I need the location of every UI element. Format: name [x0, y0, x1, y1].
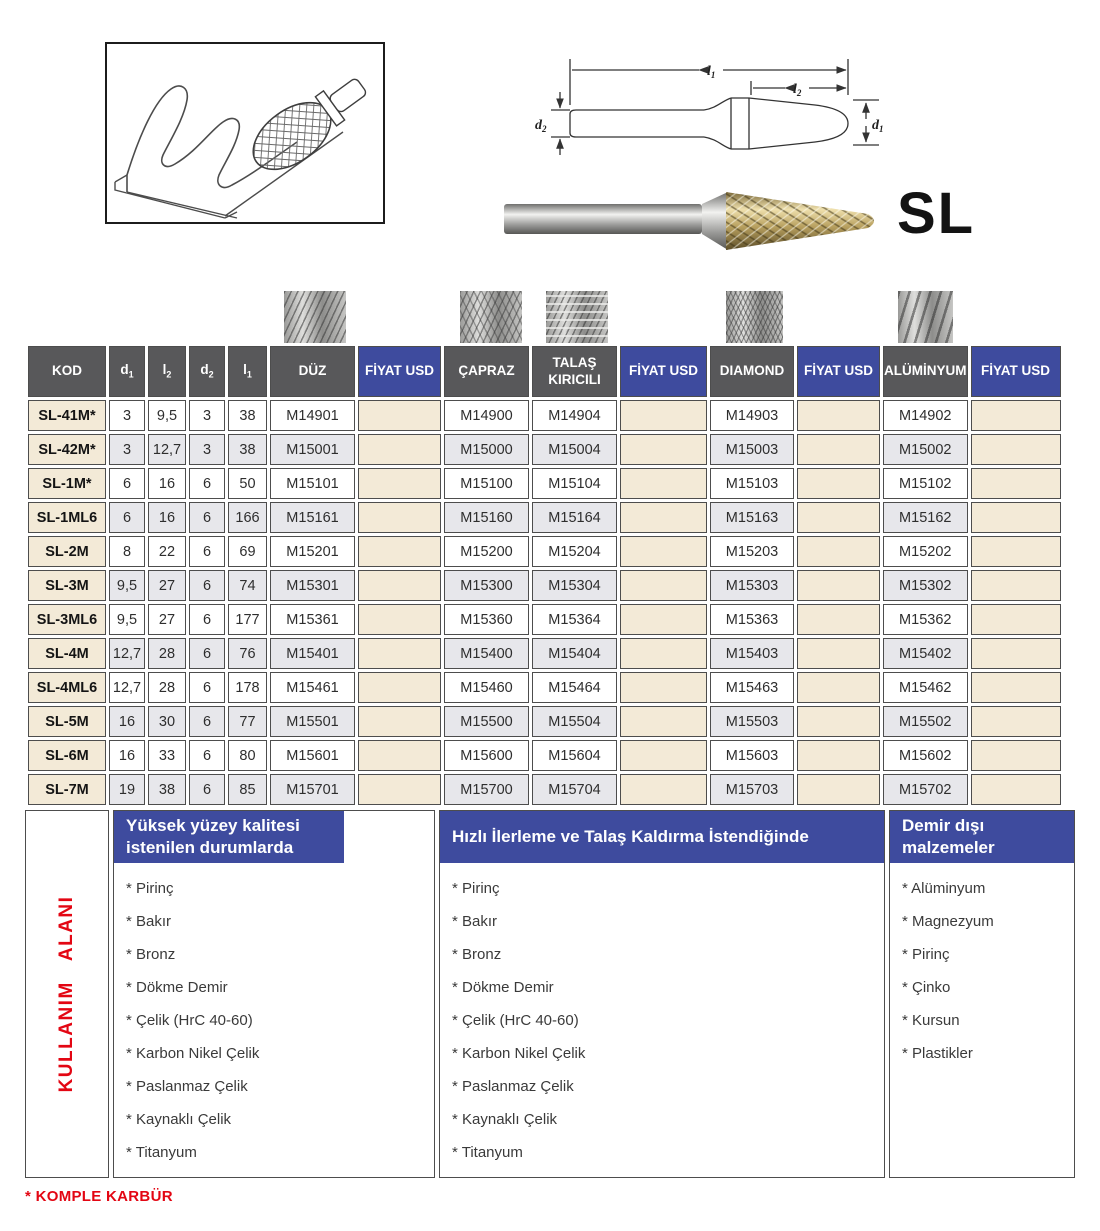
usage-item-list [114, 863, 434, 1162]
cell-aluminyum: M15162 [883, 502, 968, 533]
cell-l2: 38 [148, 774, 186, 805]
table-header-row [28, 346, 1061, 397]
cell-fiyat3 [797, 434, 880, 465]
cell-duz: M15501 [270, 706, 355, 737]
cell-capraz: M15100 [444, 468, 529, 499]
footnote: * KOMPLE KARBÜR [25, 1188, 173, 1205]
cell-l2: 22 [148, 536, 186, 567]
usage-item: * Çelik (HrC 40-60) [452, 1012, 579, 1029]
talas-kiricili-flute-thumbnail [546, 291, 608, 343]
cell-d2: 6 [189, 638, 225, 669]
usage-item: * Çinko [902, 979, 951, 997]
cell-capraz: M15400 [444, 638, 529, 669]
cell-l1: 166 [228, 502, 267, 533]
cell-aluminyum: M15202 [883, 536, 968, 567]
table-row [28, 638, 1061, 669]
usage-item: * Magnezyum [902, 913, 994, 931]
cell-talas: M15404 [532, 638, 617, 669]
cell-l1: 50 [228, 468, 267, 499]
cell-fiyat4 [971, 706, 1061, 737]
cell-d1: 6 [109, 502, 145, 533]
cell-talas: M15464 [532, 672, 617, 703]
cell-l2: 33 [148, 740, 186, 771]
cell-diamond: M15703 [710, 774, 794, 805]
cell-aluminyum: M15362 [883, 604, 968, 635]
cell-d1: 9,5 [109, 604, 145, 635]
usage-side-cell [25, 810, 109, 1178]
dimension-diagram [523, 45, 953, 173]
col-header-fiyat2: FİYAT USD [620, 346, 707, 397]
cell-fiyat2 [620, 570, 707, 601]
cell-fiyat4 [971, 774, 1061, 805]
cell-talas: M14904 [532, 400, 617, 431]
cell-d1: 3 [109, 400, 145, 431]
cell-kod: SL-6M [28, 740, 106, 771]
table-row [28, 434, 1061, 465]
cell-fiyat2 [620, 434, 707, 465]
cell-d2: 3 [189, 434, 225, 465]
cell-capraz: M15600 [444, 740, 529, 771]
col-header-fiyat4: FİYAT USD [971, 346, 1061, 397]
cell-l1: 74 [228, 570, 267, 601]
cell-capraz: M14900 [444, 400, 529, 431]
cell-fiyat2 [620, 672, 707, 703]
cell-duz: M15401 [270, 638, 355, 669]
cell-l2: 12,7 [148, 434, 186, 465]
cell-d1: 19 [109, 774, 145, 805]
cell-duz: M15301 [270, 570, 355, 601]
cell-duz: M15161 [270, 502, 355, 533]
cell-fiyat1 [358, 774, 441, 805]
cell-aluminyum: M15102 [883, 468, 968, 499]
table-row [28, 740, 1061, 771]
cell-d2: 6 [189, 672, 225, 703]
cell-fiyat3 [797, 672, 880, 703]
cell-diamond: M15303 [710, 570, 794, 601]
cell-fiyat2 [620, 502, 707, 533]
cell-capraz: M15460 [444, 672, 529, 703]
cell-kod: SL-4ML6 [28, 672, 106, 703]
col-header-kod: KOD [28, 346, 106, 397]
cell-diamond: M15163 [710, 502, 794, 533]
cell-fiyat2 [620, 468, 707, 499]
usage-item: * Bronz [126, 946, 176, 964]
usage-item: * Kursun [902, 1012, 960, 1030]
usage-item: * Bakır [126, 913, 172, 931]
cell-d2: 6 [189, 706, 225, 737]
usage-section-title: Hızlı İlerleme ve Talaş Kaldırma İstendiğinde [440, 811, 884, 863]
cell-aluminyum: M15602 [883, 740, 968, 771]
cell-fiyat3 [797, 638, 880, 669]
table-row [28, 774, 1061, 805]
cell-kod: SL-2M [28, 536, 106, 567]
usage-item: * Pirinç [902, 946, 950, 964]
cell-fiyat4 [971, 468, 1061, 499]
cell-fiyat3 [797, 706, 880, 737]
cell-l2: 27 [148, 604, 186, 635]
cell-capraz: M15700 [444, 774, 529, 805]
col-header-diamond: DIAMOND [710, 346, 794, 397]
cell-aluminyum: M15402 [883, 638, 968, 669]
cell-l1: 178 [228, 672, 267, 703]
cell-fiyat4 [971, 672, 1061, 703]
col-header-l2: $l_2$ [148, 346, 186, 397]
table-row [28, 570, 1061, 601]
cell-d2: 3 [189, 400, 225, 431]
cell-capraz: M15300 [444, 570, 529, 601]
table-body [28, 400, 1061, 805]
col-header-fiyat3: FİYAT USD [797, 346, 880, 397]
usage-item: * Karbon Nikel Çelik [452, 1045, 586, 1062]
product-table [25, 343, 1064, 808]
series-code-label: SL [897, 181, 976, 246]
table-row [28, 706, 1061, 737]
cell-talas: M15004 [532, 434, 617, 465]
cell-d1: 12,7 [109, 672, 145, 703]
cell-l1: 85 [228, 774, 267, 805]
cell-d2: 6 [189, 604, 225, 635]
cell-fiyat2 [620, 638, 707, 669]
usage-side-label: KULLANIM ALANI [56, 895, 77, 1093]
cell-aluminyum: M14902 [883, 400, 968, 431]
usage-section-title: Yüksek yüzey kalitesi istenilen durumlarda [114, 811, 344, 863]
cell-d1: 6 [109, 468, 145, 499]
burr-sketch [241, 64, 377, 182]
col-header-d2: $d_2$ [189, 346, 225, 397]
cell-duz: M14901 [270, 400, 355, 431]
dim-label-l1: $l_1$ [707, 64, 716, 80]
cell-duz: M15701 [270, 774, 355, 805]
cell-fiyat3 [797, 774, 880, 805]
cell-fiyat2 [620, 400, 707, 431]
usage-item: * Pirinç [126, 880, 174, 898]
usage-section-nonferrous [889, 810, 1075, 1178]
cell-aluminyum: M15702 [883, 774, 968, 805]
cell-d1: 16 [109, 706, 145, 737]
table-row [28, 536, 1061, 567]
cell-fiyat4 [971, 638, 1061, 669]
cell-capraz: M15360 [444, 604, 529, 635]
cell-l1: 38 [228, 434, 267, 465]
cell-duz: M15001 [270, 434, 355, 465]
cell-kod: SL-3ML6 [28, 604, 106, 635]
cell-kod: SL-41M* [28, 400, 106, 431]
cell-fiyat2 [620, 604, 707, 635]
table-row [28, 400, 1061, 431]
usage-item: * Dökme Demir [452, 979, 554, 996]
cell-l2: 28 [148, 638, 186, 669]
cell-diamond: M15503 [710, 706, 794, 737]
cell-aluminyum: M15502 [883, 706, 968, 737]
cell-d1: 16 [109, 740, 145, 771]
table-row [28, 468, 1061, 499]
usage-item-list [440, 863, 884, 1162]
cell-talas: M15204 [532, 536, 617, 567]
cell-capraz: M15000 [444, 434, 529, 465]
application-sketch [105, 42, 385, 224]
cell-fiyat2 [620, 774, 707, 805]
cell-kod: SL-1ML6 [28, 502, 106, 533]
cell-fiyat3 [797, 740, 880, 771]
cell-fiyat3 [797, 536, 880, 567]
cell-fiyat3 [797, 570, 880, 601]
cell-d2: 6 [189, 468, 225, 499]
cell-d2: 6 [189, 536, 225, 567]
cell-d2: 6 [189, 740, 225, 771]
usage-area [25, 810, 1075, 1178]
cell-fiyat1 [358, 400, 441, 431]
cell-fiyat1 [358, 672, 441, 703]
cell-fiyat4 [971, 536, 1061, 567]
cell-duz: M15101 [270, 468, 355, 499]
cell-fiyat4 [971, 740, 1061, 771]
cell-diamond: M15363 [710, 604, 794, 635]
cell-talas: M15704 [532, 774, 617, 805]
cell-fiyat1 [358, 638, 441, 669]
usage-item: * Alüminyum [902, 880, 986, 898]
cell-kod: SL-1M* [28, 468, 106, 499]
cell-fiyat4 [971, 570, 1061, 601]
cell-duz: M15201 [270, 536, 355, 567]
cell-kod: SL-3M [28, 570, 106, 601]
usage-section-fast-removal [439, 810, 885, 1178]
cell-fiyat1 [358, 570, 441, 601]
cell-l1: 77 [228, 706, 267, 737]
cell-talas: M15504 [532, 706, 617, 737]
usage-section-surface-quality [113, 810, 435, 1178]
cell-d1: 3 [109, 434, 145, 465]
cell-kod: SL-7M [28, 774, 106, 805]
cell-fiyat4 [971, 502, 1061, 533]
cell-kod: SL-5M [28, 706, 106, 737]
cell-d2: 6 [189, 774, 225, 805]
cell-talas: M15604 [532, 740, 617, 771]
cell-l1: 38 [228, 400, 267, 431]
dim-label-l2: $l_2$ [793, 82, 802, 98]
cell-l2: 16 [148, 502, 186, 533]
dim-label-d1: $d_1$ [872, 118, 884, 134]
cell-talas: M15364 [532, 604, 617, 635]
col-header-l1: $l_1$ [228, 346, 267, 397]
usage-item: * Karbon Nikel Çelik [126, 1045, 260, 1063]
usage-item: * Titanyum [452, 1144, 523, 1161]
cell-diamond: M15003 [710, 434, 794, 465]
cell-l1: 80 [228, 740, 267, 771]
product-photo [498, 188, 884, 254]
cell-fiyat4 [971, 434, 1061, 465]
cell-fiyat2 [620, 740, 707, 771]
cell-fiyat1 [358, 434, 441, 465]
usage-item: * Paslanmaz Çelik [126, 1078, 248, 1096]
cell-fiyat3 [797, 502, 880, 533]
cell-d1: 8 [109, 536, 145, 567]
dim-label-d2: $d_2$ [535, 118, 547, 134]
cell-d2: 6 [189, 502, 225, 533]
usage-item: * Paslanmaz Çelik [452, 1078, 574, 1095]
usage-item: * Bakır [452, 913, 498, 930]
cell-d1: 12,7 [109, 638, 145, 669]
col-header-talas: TALAŞ KIRICILI [532, 346, 617, 397]
cell-l2: 30 [148, 706, 186, 737]
cell-fiyat3 [797, 604, 880, 635]
cell-diamond: M14903 [710, 400, 794, 431]
cell-aluminyum: M15462 [883, 672, 968, 703]
cell-kod: SL-4M [28, 638, 106, 669]
cell-diamond: M15103 [710, 468, 794, 499]
cell-l1: 76 [228, 638, 267, 669]
col-header-duz: DÜZ [270, 346, 355, 397]
cell-fiyat3 [797, 468, 880, 499]
usage-item: * Titanyum [126, 1144, 197, 1162]
cell-fiyat2 [620, 706, 707, 737]
cell-duz: M15461 [270, 672, 355, 703]
cell-kod: SL-42M* [28, 434, 106, 465]
table-row [28, 502, 1061, 533]
cell-fiyat1 [358, 604, 441, 635]
cell-l1: 177 [228, 604, 267, 635]
cell-fiyat4 [971, 400, 1061, 431]
usage-item-list [890, 863, 1074, 1063]
col-header-fiyat1: FİYAT USD [358, 346, 441, 397]
usage-item: * Pirinç [452, 880, 500, 897]
cell-fiyat3 [797, 400, 880, 431]
cell-l2: 16 [148, 468, 186, 499]
col-header-d1: $d_1$ [109, 346, 145, 397]
cell-l1: 69 [228, 536, 267, 567]
cell-fiyat1 [358, 536, 441, 567]
cell-duz: M15361 [270, 604, 355, 635]
cell-diamond: M15203 [710, 536, 794, 567]
cell-d1: 9,5 [109, 570, 145, 601]
cell-talas: M15104 [532, 468, 617, 499]
cell-l2: 9,5 [148, 400, 186, 431]
cell-fiyat1 [358, 502, 441, 533]
cell-fiyat1 [358, 740, 441, 771]
duz-flute-thumbnail [284, 291, 346, 343]
cell-capraz: M15160 [444, 502, 529, 533]
cell-diamond: M15603 [710, 740, 794, 771]
aluminyum-flute-thumbnail [898, 291, 953, 343]
cell-l2: 28 [148, 672, 186, 703]
diamond-flute-thumbnail [726, 291, 783, 343]
cell-fiyat2 [620, 536, 707, 567]
cell-capraz: M15500 [444, 706, 529, 737]
cell-d2: 6 [189, 570, 225, 601]
capraz-flute-thumbnail [460, 291, 522, 343]
cell-talas: M15304 [532, 570, 617, 601]
cell-duz: M15601 [270, 740, 355, 771]
cell-talas: M15164 [532, 502, 617, 533]
cell-fiyat1 [358, 468, 441, 499]
cell-aluminyum: M15002 [883, 434, 968, 465]
cell-fiyat4 [971, 604, 1061, 635]
table-row [28, 672, 1061, 703]
col-header-capraz: ÇAPRAZ [444, 346, 529, 397]
col-header-aluminyum: ALÜMİNYUM [883, 346, 968, 397]
cell-capraz: M15200 [444, 536, 529, 567]
usage-item: * Kaynaklı Çelik [452, 1111, 558, 1128]
usage-item: * Bronz [452, 946, 502, 963]
usage-item: * Çelik (HrC 40-60) [126, 1012, 253, 1030]
usage-item: * Dökme Demir [126, 979, 228, 997]
cell-aluminyum: M15302 [883, 570, 968, 601]
cell-fiyat1 [358, 706, 441, 737]
cell-diamond: M15403 [710, 638, 794, 669]
usage-section-title: Demir dışı malzemeler [890, 811, 1074, 863]
table-row [28, 604, 1061, 635]
cell-l2: 27 [148, 570, 186, 601]
burr-on-workpiece-drawing [107, 44, 383, 222]
usage-item: * Plastikler [902, 1045, 973, 1063]
usage-item: * Kaynaklı Çelik [126, 1111, 232, 1129]
cell-diamond: M15463 [710, 672, 794, 703]
